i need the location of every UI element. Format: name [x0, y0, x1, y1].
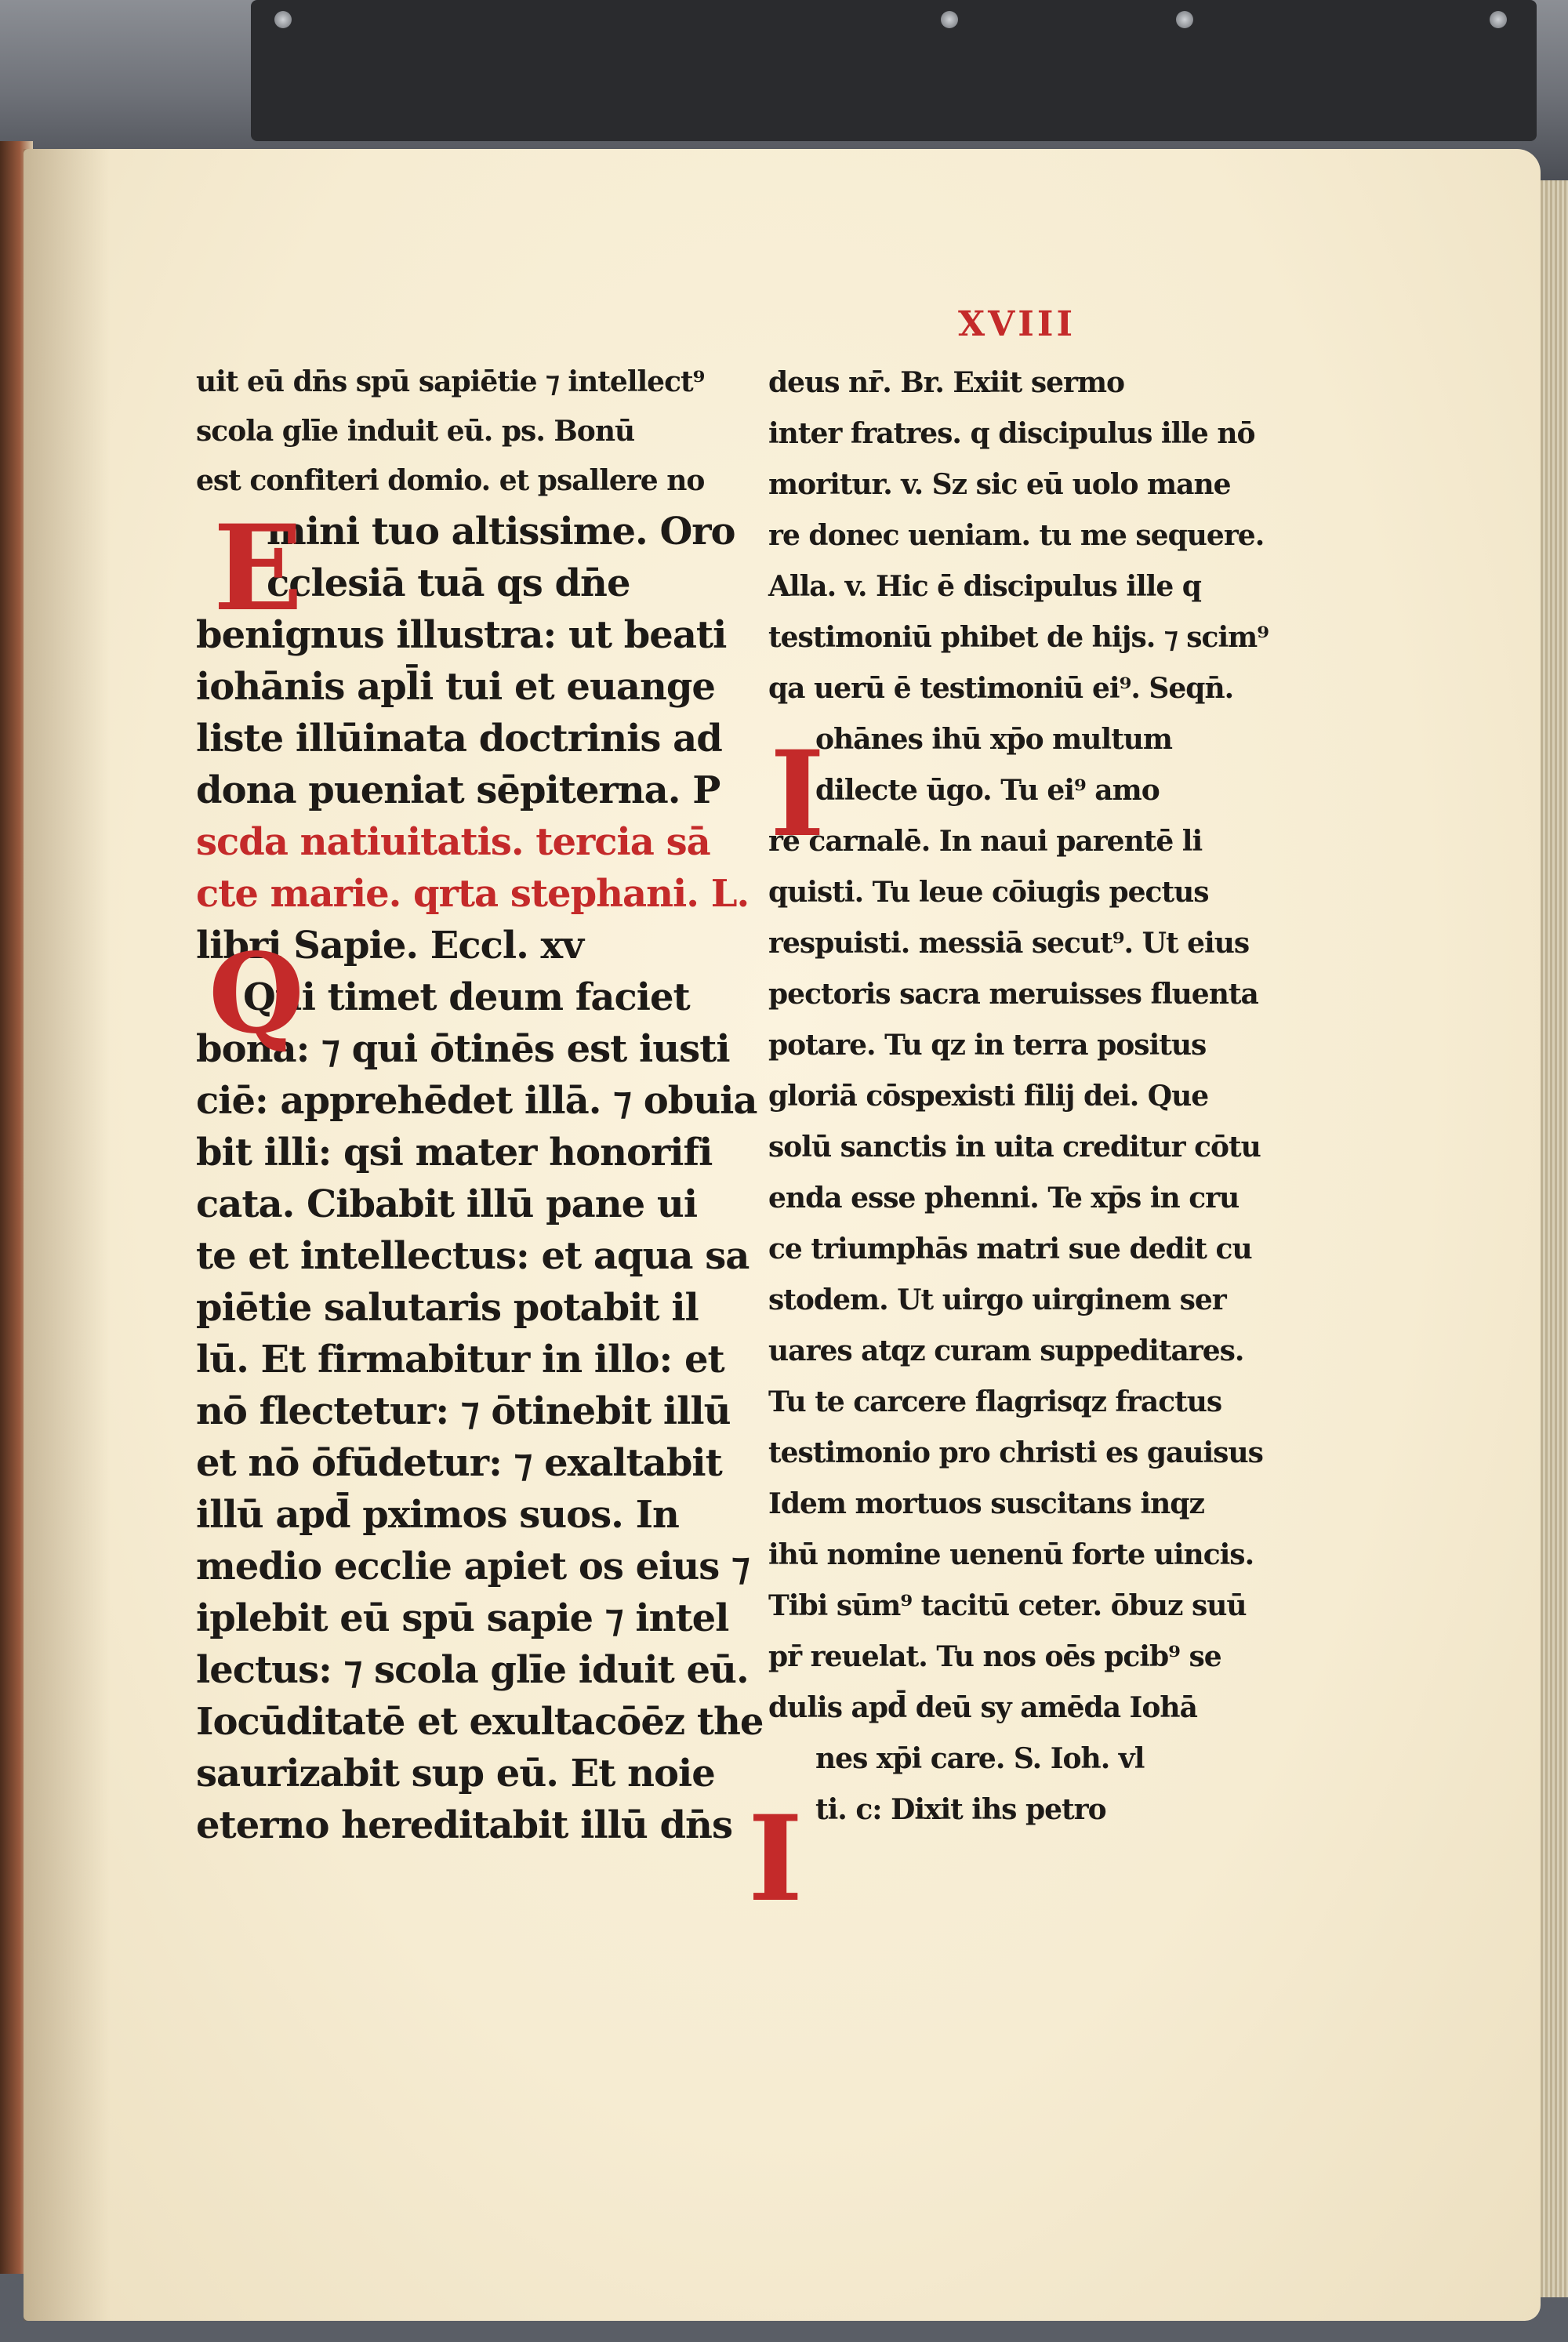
text-line: quisti. Tu leue cōiugis pectus [768, 876, 1209, 909]
text-line: potare. Tu qz in terra positus [768, 1029, 1207, 1062]
text-line: illū apd̄ pximos suos. In [196, 1493, 679, 1537]
text-line: bit illi: qsi mater honorifi [196, 1131, 713, 1175]
text-line: solū sanctis in uita creditur cōtu [768, 1131, 1261, 1164]
text-line: eterno hereditabit illū dn̄s [196, 1803, 732, 1847]
text-line: moritur. v. Sz sic eū uolo mane [768, 468, 1231, 501]
bolt-icon [941, 11, 958, 28]
text-line: libri Sapie. Eccl. xv [196, 924, 583, 968]
red-initial-q: Q [209, 930, 304, 1058]
text-line: uares atqz curam suppeditares. [768, 1334, 1244, 1367]
text-line: lū. Et firmabitur in illo: et [196, 1338, 724, 1382]
text-line: Tu te carcere flagrisqz fractus [768, 1385, 1222, 1418]
text-line: Iocūditatē et exultacōēz the [196, 1700, 764, 1744]
red-initial-e: E [213, 499, 303, 637]
text-line: Alla. v. Hic ē discipulus ille q [768, 570, 1201, 603]
text-line: testimoniū phibet de hijs. ⁊ scim⁹ [768, 621, 1269, 654]
text-line: ciē: apprehēdet illā. ⁊ obuia [196, 1079, 757, 1123]
text-line: saurizabit sup eū. Et noie [196, 1752, 715, 1796]
text-line: Qui timet deum faciet [243, 975, 690, 1019]
text-line: respuisti. messiā secut⁹. Ut eius [768, 927, 1250, 960]
book-cradle-board [251, 0, 1537, 141]
text-line: bona: ⁊ qui ōtinēs est iusti [196, 1027, 730, 1071]
text-line: cata. Cibabit illū pane ui [196, 1182, 698, 1226]
text-line: te et intellectus: et aqua sa [196, 1234, 750, 1278]
text-line: testimonio pro christi es gauisus [768, 1436, 1263, 1469]
text-line: uit eū dn̄s spū sapiētie ⁊ intellect⁹ [196, 365, 705, 398]
text-line: cclesiā tuā qs dn̄e [267, 561, 630, 605]
text-line: cte marie. qrta stephani. L. [196, 872, 750, 916]
text-line: re donec ueniam. tu me sequere. [768, 519, 1265, 552]
text-line: ihū nomine uenenū forte uincis. [768, 1538, 1254, 1571]
text-line: benignus illustra: ut beati [196, 613, 727, 657]
text-line: liste illūinata doctrinis ad [196, 717, 722, 761]
text-line: ce triumphās matri sue dedit cu [768, 1233, 1252, 1265]
text-line: et nō ōfūdetur: ⁊ exaltabit [196, 1441, 722, 1485]
text-line: piētie salutaris potabit il [196, 1286, 699, 1330]
text-line: Idem mortuos suscitans inqz [768, 1487, 1204, 1520]
text-line: deus nr̄. Br. Exiit sermo [768, 366, 1125, 399]
text-line: ti. c: Dixit ihs petro [815, 1793, 1106, 1826]
text-line: pectoris sacra meruisses fluenta [768, 978, 1258, 1011]
text-line: gloriā cōspexisti filij dei. Que [768, 1080, 1209, 1113]
text-line: nes xp̄i care. S. Ioh. vl [815, 1742, 1145, 1775]
left-big-lines [196, 499, 764, 1851]
text-line: iohānis apl̄i tui et euange [196, 665, 715, 709]
text-line: nō flectetur: ⁊ ōtinebit illū [196, 1389, 731, 1433]
right-lines [768, 358, 1269, 1835]
text-line: stodem. Ut uirgo uirginem ser [768, 1284, 1226, 1316]
bolt-icon [274, 11, 292, 28]
text-line: mini tuo altissime. Oro [267, 510, 735, 554]
bolt-icon [1490, 11, 1507, 28]
folio-number: XVIII [958, 304, 1076, 344]
text-line: lectus: ⁊ scola glīe iduit eū. [196, 1648, 749, 1692]
text-line: medio ecclie apiet os eius ⁊ [196, 1545, 750, 1589]
bolt-icon [1176, 11, 1193, 28]
text-line: dona pueniat sēpiterna. P [196, 768, 720, 812]
text-line: dulis apd̄ deū sy amēda Iohā [768, 1691, 1197, 1724]
text-line: pr̄ reuelat. Tu nos oēs pcib⁹ se [768, 1640, 1221, 1673]
text-line: enda esse phenni. Te xp̄s in cru [768, 1182, 1240, 1215]
right-text-column [768, 358, 1269, 1835]
text-line: scola glīe induit eū. ps. Bonū [196, 415, 635, 448]
text-line: dilecte ūgo. Tu ei⁹ amo [815, 774, 1160, 807]
text-line: ohānes ihū xp̄o multum [815, 723, 1172, 756]
red-initial-i-second: I [748, 1790, 804, 1928]
text-line: iplebit eū spū sapie ⁊ intel [196, 1596, 729, 1640]
page-gutter-shadow [24, 149, 110, 2321]
text-line: est confiteri domio. et psallere no [196, 464, 705, 497]
text-line: scda natiuitatis. tercia sā [196, 820, 710, 864]
text-line: qa uerū ē testimoniū ei⁹. Seqn̄. [768, 672, 1234, 705]
red-initial-i: I [770, 725, 826, 863]
text-line: re carnalē. In naui parentē li [768, 825, 1203, 858]
text-line: inter fratres. q discipulus ille nō [768, 417, 1255, 450]
text-line: Tibi sūm⁹ tacitū ceter. ōbuz suū [768, 1589, 1247, 1622]
